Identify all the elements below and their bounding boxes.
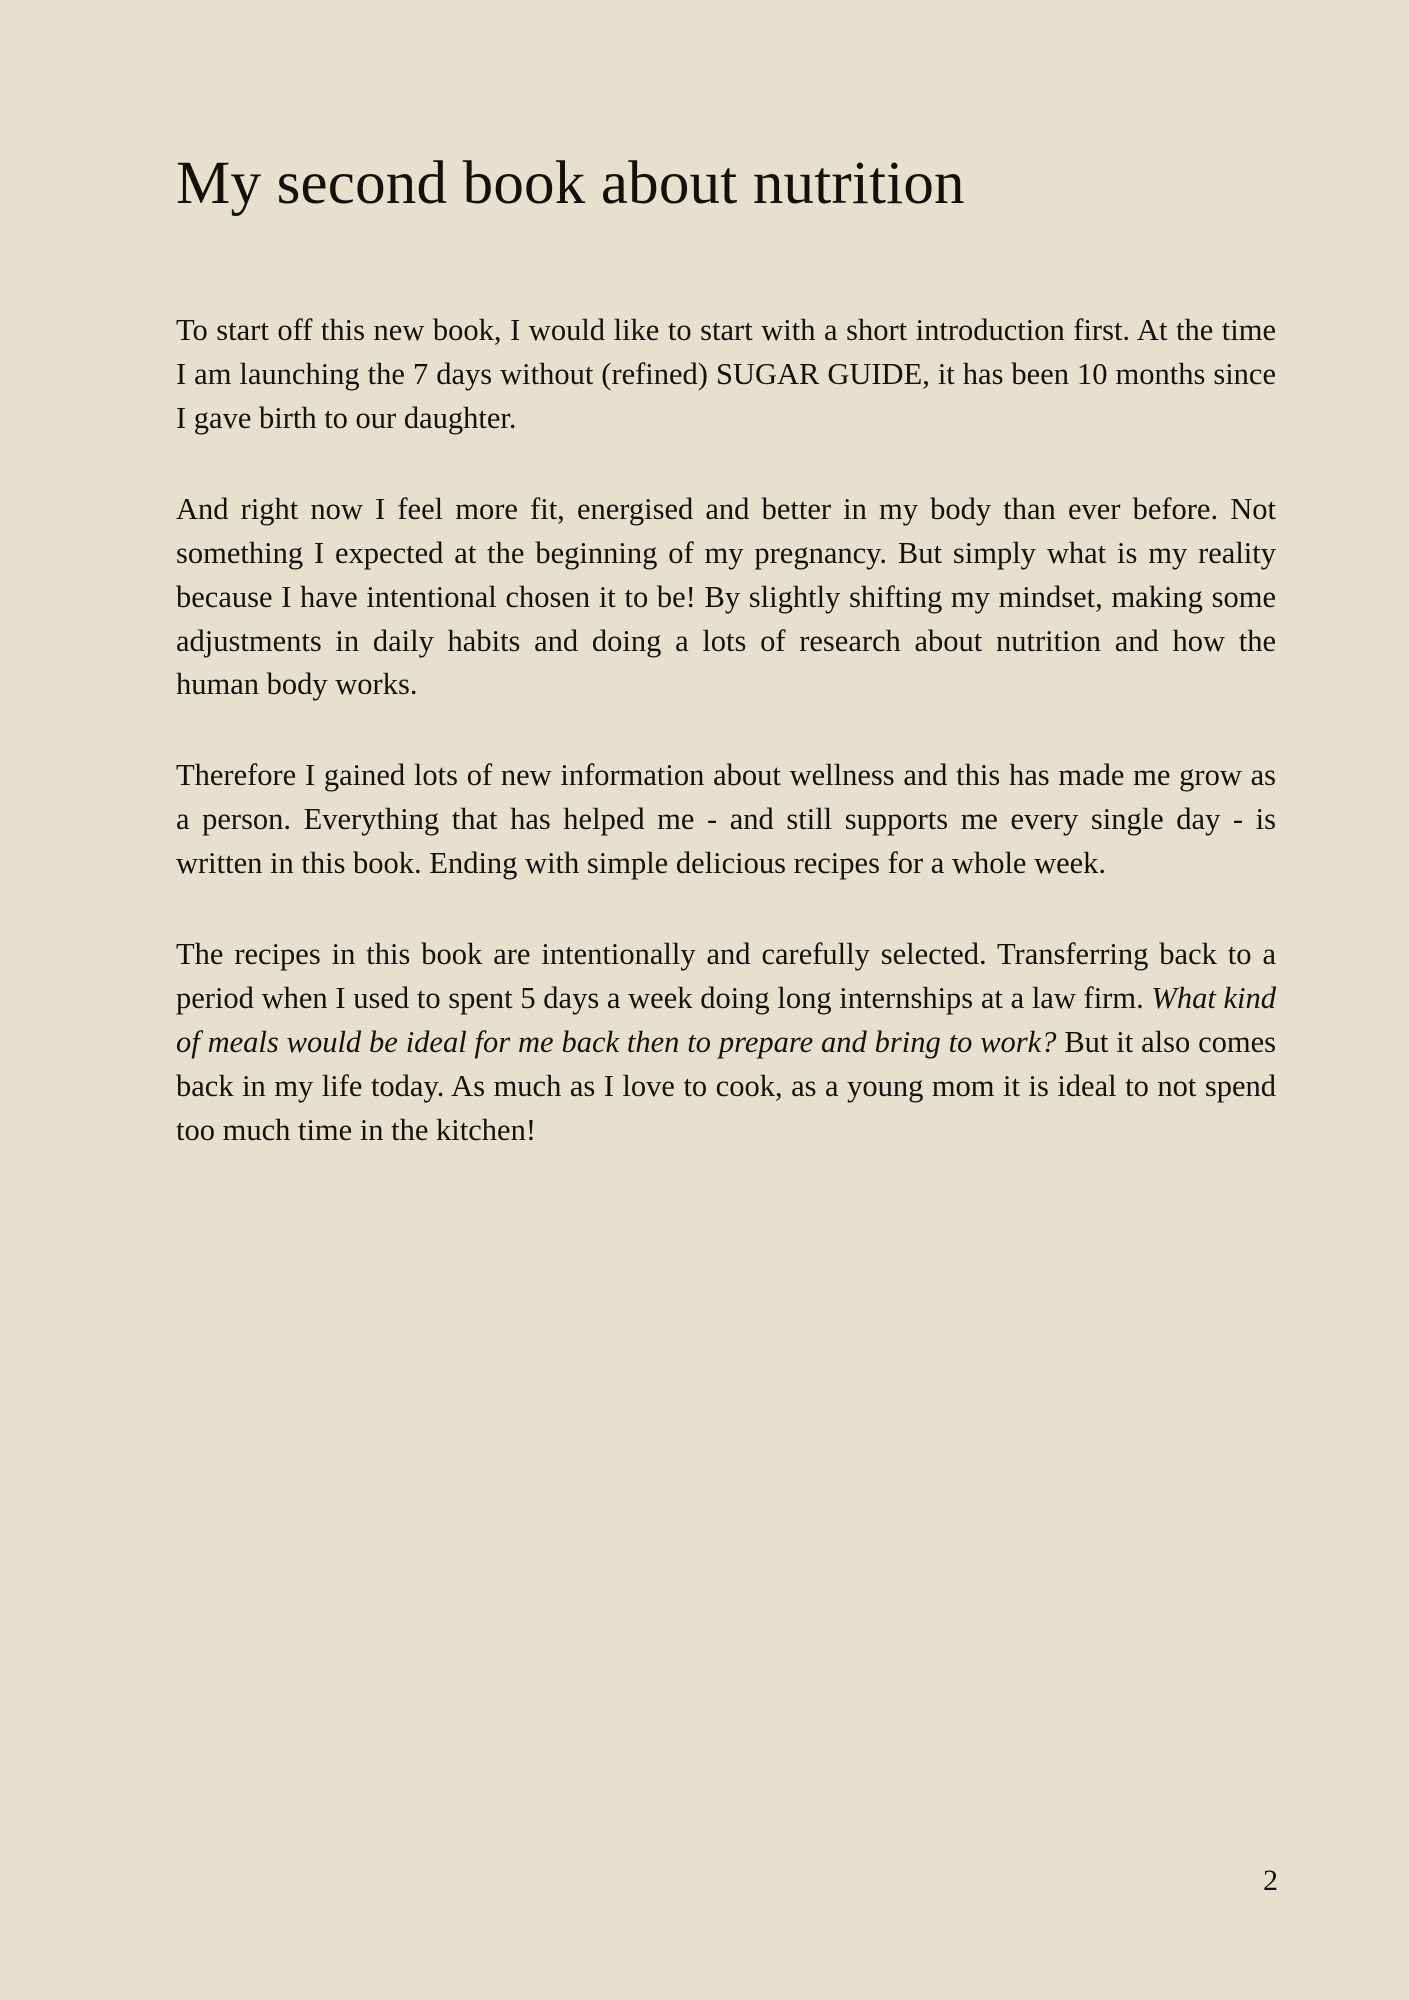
text-run: And right now I feel more fit, energised and better in my body than ever before. Not something I expected at the beginning of my pregnancy. But simply what is my reality because I have intentional chosen it to be! By slightly shifting my mindset, making some adjustments in daily habits and doing a lots of research about nutrition and how the human body works.	[176, 491, 1276, 702]
page-title: My second book about nutrition	[176, 150, 965, 217]
text-run: The recipes in this book are intentionally and carefully selected. Transferring back to a period when I used to spent 5 days a week doing long internships at a law firm.	[176, 937, 1276, 1015]
page-content	[176, 150, 1276, 1153]
text-run: But it also comes back in my life today. As much as I love to cook, as a young mom it is ideal to not spend too much time in the kitchen!	[176, 1024, 1276, 1147]
body-text	[176, 309, 1276, 1153]
paragraph-intro	[176, 309, 1276, 441]
paragraph-recipes	[176, 933, 1276, 1153]
page-number: 2	[1263, 1864, 1278, 1897]
text-run: To start off this new book, I would like to start with a short introduction first. At the time I am launching the 7 days without (refined) SUGAR GUIDE, it has been 10 months since I gave birth to our daughter.	[176, 313, 1276, 435]
paragraph-growth	[176, 754, 1276, 886]
text-run: What kind of meals would be ideal for me back then to prepare and bring to work?	[176, 980, 1276, 1059]
paragraph-fitness	[176, 488, 1276, 708]
text-run: Therefore I gained lots of new information about wellness and this has made me grow as a person. Everything that has helped me - and still supports me every single day - is written in this book. Ending with simple delicious recipes for a whole week.	[176, 758, 1276, 881]
